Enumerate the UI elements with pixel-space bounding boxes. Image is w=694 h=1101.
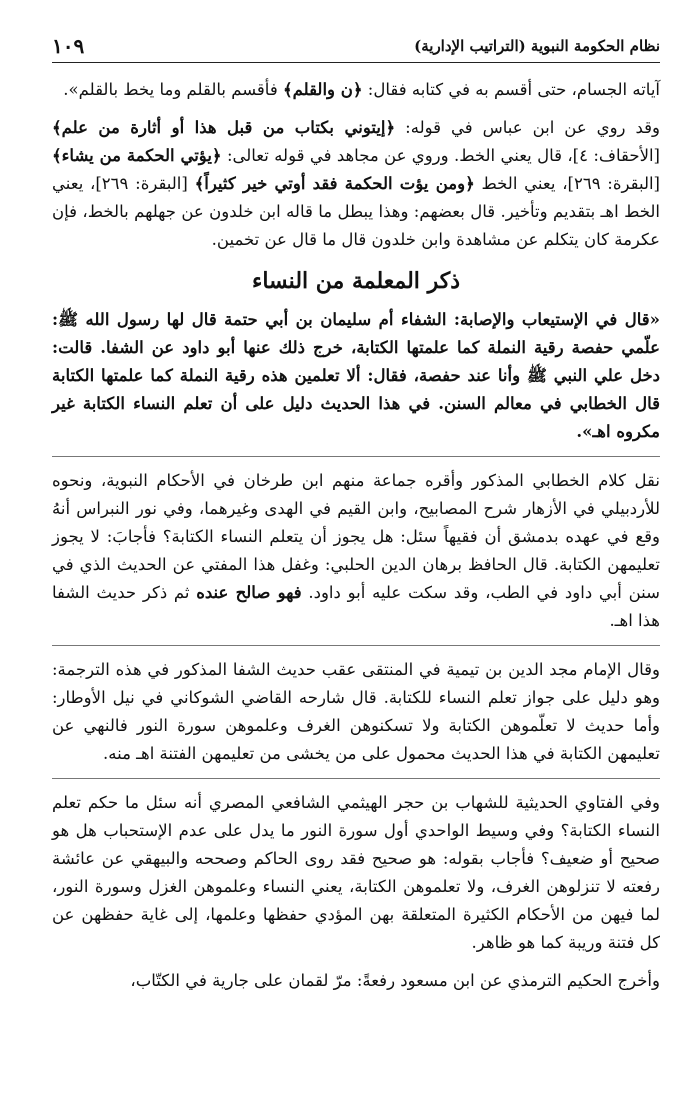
page-number: ١٠٩ [52, 34, 85, 58]
quran-quote: ﴿إيتوني بكتاب من قبل هذا أو أثارة من علم﴾ [52, 118, 396, 137]
quran-quote: ﴿ن والقلم﴾ [282, 80, 363, 99]
text-run: [الأحقاف: ٤]، قال يعني الخط. وروي عن مجاهد في قوله تعالى: [221, 146, 660, 165]
divider [52, 456, 660, 457]
divider [52, 645, 660, 646]
paragraph-7 [52, 967, 660, 995]
running-title: نظام الحكومة النبوية (التراتيب الإدارية) [414, 37, 660, 55]
quran-quote: ﴿ومن يؤت الحكمة فقد أوتي خير كثيراً﴾ [194, 174, 475, 193]
book-page [52, 0, 660, 1101]
text-run: وفي الفتاوي الحديثية للشهاب بن حجر الهيثمي الشافعي المصري أنه سئل ما حكم تعلم النساء الكتابة؟ وفي وسيط الواحدي أول سورة النور ما يدل على عدم الإستحباب هل هو صحيح أو ضعيف؟ فأجاب بقوله: هو صحيح فقد روى الحاكم وصححه والبيهقي عن عائشة رفعته لا تنزلوهن الغرف، ولا تعلموهن الكتابة، يعني النساء وعلموهن الغزل وسورة النور، لما فيهن من الأحكام الكثيرة المتعلقة بهن المؤدي حفظها وعلمها، إلى غاية حفظهن عن كل فتنة وريبة كما هو ظاهر. [52, 793, 660, 952]
paragraph-2 [52, 114, 660, 254]
running-header [52, 30, 660, 63]
text-run: [البقرة: ٢٦٩]، يعني الخط اهـ بتقديم وتأخير. قال بعضهم: وهذا يبطل ما قاله ابن خلدون عن جهلهم بالخط، فإن عكرمة كان يتكلم عن مشاهدة وابن خلدون قال ما قال عن تخمين. [52, 174, 660, 249]
paragraph-4 [52, 467, 660, 635]
paragraph-1 [52, 76, 660, 104]
text-run: [البقرة: ٢٦٩]، يعني الخط [474, 174, 660, 193]
text-run: ثم ذكر حديث الشفا هذا اهـ. [52, 583, 660, 630]
text-run: وقال الإمام مجد الدين بن تيمية في المنتقى عقب حديث الشفا المذكور في هذه الترجمة: وهو دليل على جواز تعلم النساء للكتابة. قال شارحه القاضي الشوكاني في نيل الأوطار: وأما حديث لا تعلّموهن الكتابة ولا تسكنوهن الغرف وعلموهن سورة النور فالنهي عن تعليمهن الكتابة في هذا الحديث محمول على من يخشى من تعليمهن الفتنة اهـ منه. [52, 660, 660, 763]
section-title: ذكر المعلمة من النساء [252, 268, 460, 294]
quran-quote: ﴿يؤتي الحكمة من يشاء﴾ [52, 146, 222, 165]
paragraph-6 [52, 789, 660, 957]
text-run: آياته الجسام، حتى أقسم به في كتابه فقال: [362, 80, 660, 99]
paragraph-5 [52, 656, 660, 768]
text-run: فأقسم بالقلم وما يخط بالقلم». [63, 80, 283, 99]
text-run: وأخرج الحكيم الترمذي عن ابن مسعود رفعةً: مرّ لقمان على جارية في الكتّاب، [130, 971, 660, 990]
emphasis-text: فهو صالح عنده [196, 583, 302, 602]
text-run: نقل كلام الخطابي المذكور وأقره جماعة منهم ابن طرخان في الأحكام النبوية، ونحوه للأردبيلي في الأزهار شرح المصابيح، وابن القيم في الهدى وغيرهما، وفي نور النبراس أنهُ وقع في عهده بدمشق أن فقيهاً سئل: هل يجوز أن يتعلم النساء الكتابة؟ فأجابَ: لا يجوز تعليمهن الكتابة. قال الحافظ برهان الدين الحلبي: وغفل هذا المفتي عن الحديث الذي في سنن أبي داود في الطب، وقد سكت عليه أبو داود. [52, 471, 660, 602]
quoted-passage: «قال في الإستيعاب والإصابة: الشفاء أم سليمان بن أبي حتمة قال لها رسول الله ﷺ: علّمي حفصة رقية النملة كما علمتها الكتابة، خرج ذلك عنها أبو داود عن الشفا. قالت: دخل علي النبي ﷺ وأنا عند حفصة، فقال: ألا تعلمين هذه رقية النملة كما علمتها الكتابة قال الخطابي في معالم السنن. في هذا الحديث دليل على أن تعلم النساء الكتابة غير مكروه اهـ». [52, 310, 660, 441]
page-content [52, 76, 660, 1101]
divider [52, 778, 660, 779]
text-run: وقد روي عن ابن عباس في قوله: [395, 118, 661, 137]
